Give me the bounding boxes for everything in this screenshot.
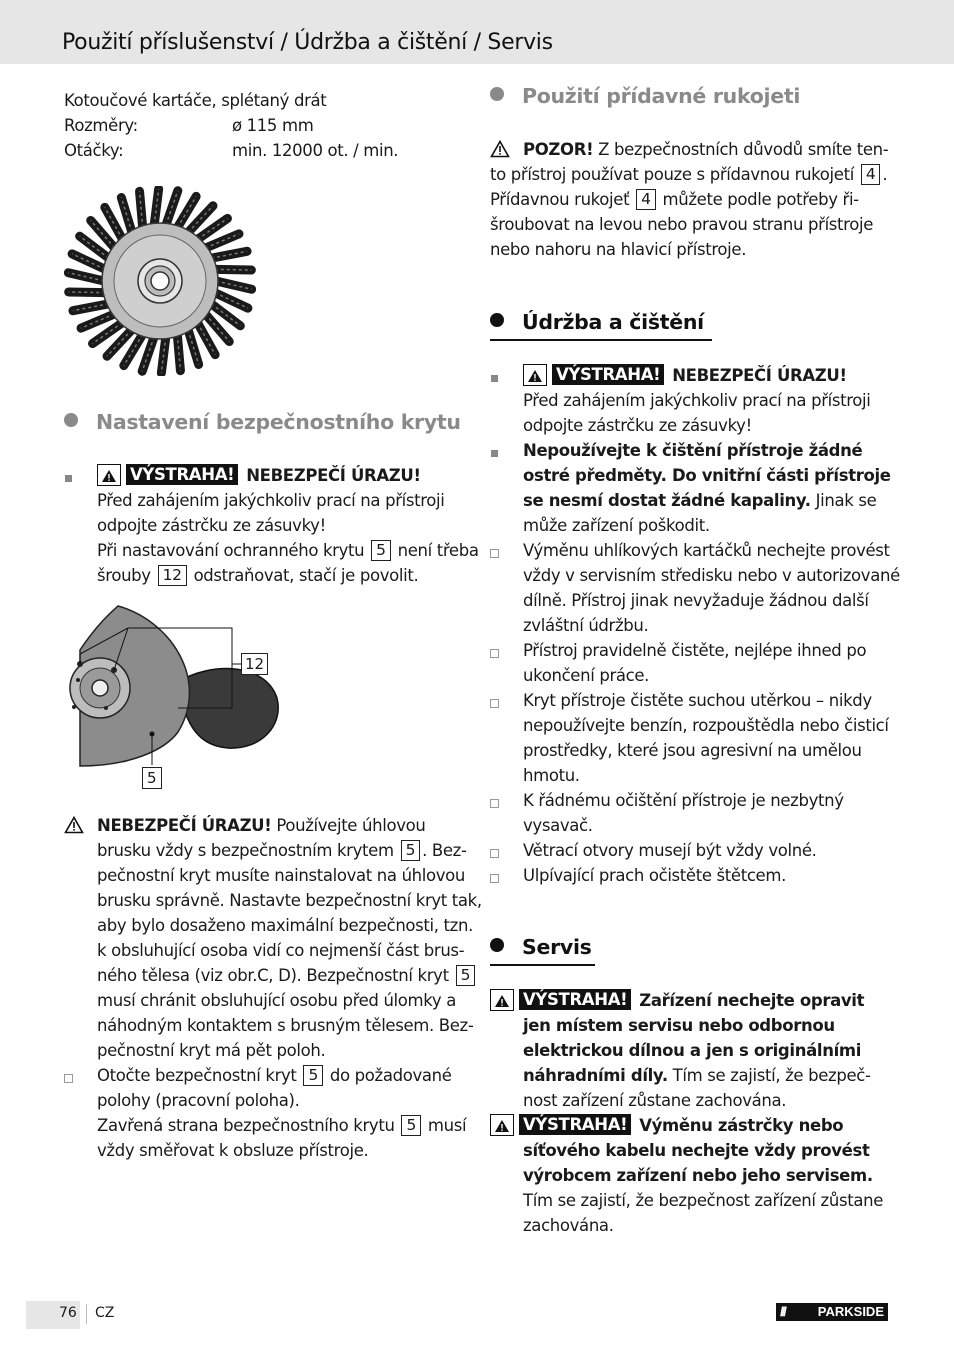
text-line: Při nastavování ochranného krytu 5 není třeba bbox=[97, 541, 479, 560]
spec-dims-label: Rozměry: bbox=[64, 116, 138, 135]
text-line: Před zahájením jakýchkoliv prací na přístroji bbox=[523, 391, 871, 410]
text-line: dílně. Přístroj jinak nevyžaduje žádnou další bbox=[523, 591, 869, 610]
figure-label-12: 12 bbox=[241, 653, 268, 675]
section-heading-guard bbox=[64, 410, 461, 434]
ref-box: 4 bbox=[861, 164, 881, 185]
heading-bullet bbox=[490, 313, 504, 327]
text-line: zvláštní údržbu. bbox=[523, 616, 649, 635]
text-line: Větrací otvory musejí být vždy volné. bbox=[523, 841, 817, 860]
heading-bullet bbox=[490, 938, 504, 952]
ref-box: 5 bbox=[401, 1115, 421, 1136]
spec-dims-value: ø 115 mm bbox=[232, 116, 314, 135]
text-line: hmotu. bbox=[523, 766, 580, 785]
text-line: šrouby 12 odstraňovat, stačí je povolit. bbox=[97, 566, 419, 585]
text-line: Přístroj pravidelně čistěte, nejlépe ihned po bbox=[523, 641, 867, 660]
warning-triangle-icon bbox=[490, 989, 514, 1011]
text-line: odpojte zástrčku ze zásuvky! bbox=[97, 516, 326, 535]
text-line: Otočte bezpečnostní kryt 5 do požadované bbox=[97, 1066, 452, 1085]
heading-rule bbox=[490, 339, 712, 341]
text-line: POZOR! Z bezpečnostních důvodů smíte ten- bbox=[523, 140, 889, 159]
bullet-square bbox=[491, 450, 498, 457]
section-heading-handle bbox=[490, 84, 800, 108]
text-line: nebo nahoru na hlavicí přístroje. bbox=[490, 240, 747, 259]
text-line: zachována. bbox=[523, 1216, 614, 1235]
ref-box: 12 bbox=[158, 565, 187, 586]
text-line: Zavřená strana bezpečnostního krytu 5 musí bbox=[97, 1116, 467, 1135]
bullet-open-square bbox=[490, 874, 499, 883]
text-line: pečnostní kryt musíte nainstalovat na úhlovou bbox=[97, 866, 466, 885]
heading-bullet bbox=[490, 87, 504, 101]
warning-bold: Výměnu zástrčky nebo bbox=[639, 1116, 844, 1135]
page-number: 76 bbox=[59, 1305, 77, 1321]
bullet-open-square bbox=[490, 849, 499, 858]
text-line: jen místem servisu nebo odbornou bbox=[523, 1016, 835, 1035]
heading-bullet bbox=[64, 413, 78, 427]
text-line: nost zařízení zůstane zachována. bbox=[523, 1091, 787, 1110]
text-line: Tím se zajistí, že bezpečnost zařízení zůstane bbox=[523, 1191, 884, 1210]
warning-bold: NEBEZPEČÍ ÚRAZU! bbox=[246, 466, 421, 485]
text-line: polohy (pracovní poloha). bbox=[97, 1091, 300, 1110]
text-line: aby bylo dosaženo maximální bezpečnosti, tzn. bbox=[97, 916, 473, 935]
text-line: K řádnému očištění přístroje je nezbytný bbox=[523, 791, 844, 810]
warning-line bbox=[490, 988, 864, 1013]
bullet-square bbox=[65, 475, 72, 482]
bullet-square bbox=[491, 375, 498, 382]
ref-box: 5 bbox=[456, 965, 476, 986]
warning-badge: VÝSTRAHA! bbox=[126, 464, 238, 485]
bullet-open-square bbox=[490, 699, 499, 708]
logo-stripes-icon: /// bbox=[780, 1304, 785, 1319]
text-line: pečnostní kryt má pět poloh. bbox=[97, 1041, 326, 1060]
text-line: vždy v servisním středisku nebo v autorizované bbox=[523, 566, 900, 585]
text-line: NEBEZPEČÍ ÚRAZU! Používejte úhlovou bbox=[97, 816, 426, 835]
section-heading-maintenance bbox=[490, 310, 704, 334]
bullet-open-square bbox=[490, 799, 499, 808]
text-line: Výměnu uhlíkových kartáčků nechejte provést bbox=[523, 541, 890, 560]
warning-triangle-icon bbox=[97, 464, 121, 486]
bullet-open-square bbox=[490, 649, 499, 658]
text-line: může zařízení poškodit. bbox=[523, 516, 710, 535]
text-line: prostředky, které jsou agresivní na umělou bbox=[523, 741, 862, 760]
text-line: šroubovat na levou nebo pravou stranu přístroje bbox=[490, 215, 874, 234]
spec-line: Kotoučové kartáče, splétaný drát bbox=[64, 91, 327, 110]
warning-badge: VÝSTRAHA! bbox=[552, 364, 664, 385]
spec-speed-label: Otáčky: bbox=[64, 141, 124, 160]
ref-box: 5 bbox=[303, 1065, 323, 1086]
spec-block bbox=[64, 88, 326, 113]
warning-line bbox=[490, 1113, 843, 1138]
warning-badge: VÝSTRAHA! bbox=[519, 989, 631, 1010]
page-language: CZ bbox=[95, 1305, 115, 1321]
warning-line bbox=[523, 363, 847, 388]
text-line: elektrickou dílnou a jen s originálními bbox=[523, 1041, 862, 1060]
warning-triangle-icon bbox=[490, 1114, 514, 1136]
text-line: brusku vždy s bezpečnostním krytem 5 . Bez- bbox=[97, 841, 467, 860]
text-line: síťového kabelu nechejte vždy provést bbox=[523, 1141, 870, 1160]
warning-outline-icon bbox=[64, 816, 84, 838]
text-line: ného tělesa (viz obr.C, D). Bezpečnostní kryt 5 bbox=[97, 963, 477, 988]
text-line: to přístroj používat pouze s přídavnou rukojetí 4 . bbox=[490, 165, 888, 184]
heading-text: Údržba a čištění bbox=[522, 310, 704, 334]
text-line: Přídavnou rukojeť 4 můžete podle potřeby ři- bbox=[490, 190, 859, 209]
text-line: ostré předměty. Do vnitřní části přístroje bbox=[523, 466, 891, 485]
heading-text: Použití přídavné rukojeti bbox=[522, 84, 801, 108]
ref-box: 5 bbox=[401, 840, 421, 861]
footer-divider bbox=[86, 1304, 87, 1324]
heading-text: Nastavení bezpečnostního krytu bbox=[96, 410, 461, 434]
text-line: vysavač. bbox=[523, 816, 593, 835]
text-line: Kryt přístroje čistěte suchou utěrkou – nikdy bbox=[523, 691, 872, 710]
text-line: výrobcem zařízení nebo jeho servisem. bbox=[523, 1166, 873, 1185]
text-line: k obsluhující osoba vidí co nejmenší část brus- bbox=[97, 941, 465, 960]
warning-outline-icon bbox=[490, 140, 510, 162]
text-line: ukončení práce. bbox=[523, 666, 650, 685]
text-line: brusku správně. Nastavte bezpečnostní kryt tak, bbox=[97, 891, 482, 910]
wire-brush-illustration bbox=[64, 186, 256, 376]
heading-text: Servis bbox=[522, 935, 592, 959]
bullet-open-square bbox=[490, 549, 499, 558]
warning-line bbox=[97, 463, 421, 488]
warning-badge: VÝSTRAHA! bbox=[519, 1114, 631, 1135]
text-line: Nepoužívejte k čištění přístroje žádné bbox=[523, 441, 863, 460]
text-line: náhradními díly. Tím se zajistí, že bezpeč- bbox=[523, 1066, 871, 1085]
text-line: Před zahájením jakýchkoliv prací na přístroji bbox=[97, 491, 445, 510]
text-line: vždy směřovat k obsluze přístroje. bbox=[97, 1141, 369, 1160]
section-heading-service bbox=[490, 935, 592, 959]
ref-box: 4 bbox=[636, 189, 656, 210]
heading-rule bbox=[490, 964, 595, 966]
spec-speed-value: min. 12000 ot. / min. bbox=[232, 141, 399, 160]
text-line: nepoužívejte benzín, rozpouštědla nebo čisticí bbox=[523, 716, 889, 735]
text-line: náhodným kontaktem s brusným tělesem. Bez- bbox=[97, 1016, 474, 1035]
warning-bold: Zařízení nechejte opravit bbox=[639, 991, 865, 1010]
angle-grinder-illustration bbox=[60, 600, 290, 800]
text-line: se nesmí dostat žádné kapaliny. Jinak se bbox=[523, 491, 877, 510]
text-line: Ulpívající prach očistěte štětcem. bbox=[523, 866, 786, 885]
warning-bold: NEBEZPEČÍ ÚRAZU! bbox=[672, 366, 847, 385]
warning-triangle-icon bbox=[523, 364, 547, 386]
brand-logo bbox=[776, 1303, 888, 1321]
page-title: Použití příslušenství / Údržba a čištění / Servis bbox=[62, 30, 553, 55]
bullet-open-square bbox=[64, 1074, 73, 1083]
text-line: musí chránit obsluhující osobu před úlomky a bbox=[97, 991, 456, 1010]
ref-box: 5 bbox=[371, 540, 391, 561]
figure-label-5: 5 bbox=[142, 767, 162, 789]
brand-name: PARKSIDE bbox=[817, 1304, 884, 1319]
text-line: odpojte zástrčku ze zásuvky! bbox=[523, 416, 752, 435]
